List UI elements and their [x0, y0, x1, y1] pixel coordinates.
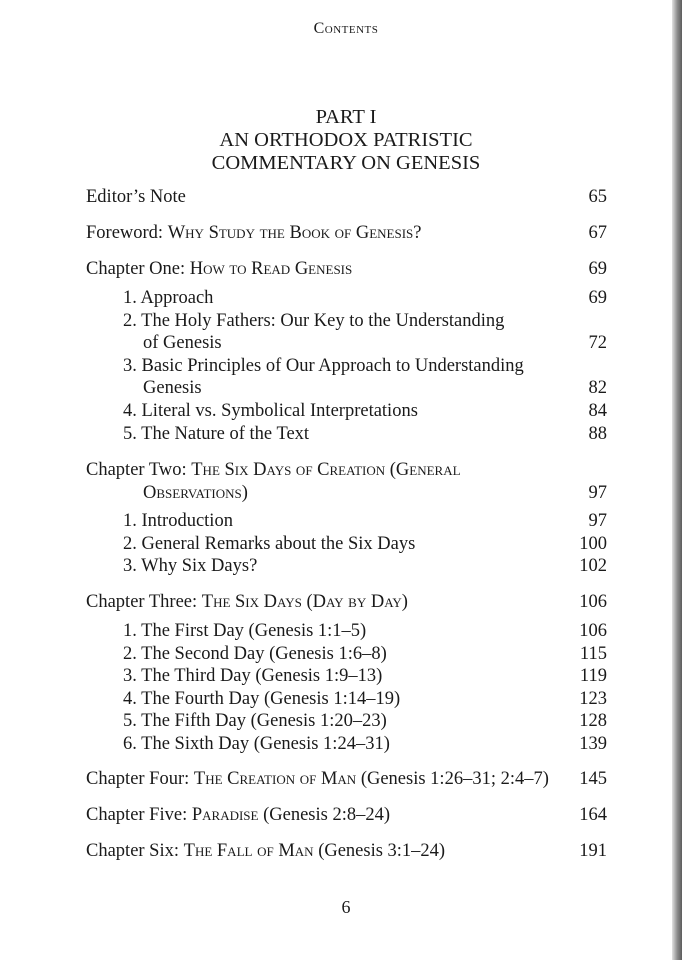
toc-subentry-page: 139 — [579, 734, 607, 754]
toc-entry-page: 191 — [579, 841, 607, 861]
toc-entry-smallcaps-title: Why Study the Book of Genesis? — [167, 223, 422, 243]
toc-entry-page: 164 — [579, 805, 607, 825]
toc-subentry-title: 5. The Fifth Day (Genesis 1:20–23) — [123, 711, 387, 731]
toc-subentry-title: 5. The Nature of the Text — [123, 424, 310, 444]
toc-subentry-page: 72 — [588, 333, 607, 353]
part-heading-line1: PART I — [315, 106, 377, 128]
toc-entry-prefix: Chapter Six: — [86, 841, 184, 861]
toc-subentry-title: 3. Basic Principles of Our Approach to Understanding — [123, 356, 524, 376]
toc-subentry-page: 82 — [588, 378, 607, 398]
toc-entry-page: 145 — [579, 769, 607, 789]
toc-entry-title — [86, 804, 390, 826]
toc-subentry-title: 2. The Holy Fathers: Our Key to the Understanding — [123, 311, 505, 331]
toc-subentry-title: 2. The Second Day (Genesis 1:6–8) — [123, 644, 387, 664]
toc-entry-page: 67 — [588, 223, 607, 243]
toc-entry-page: 106 — [579, 592, 607, 612]
toc-subentry-title-cont: of Genesis — [143, 333, 222, 353]
toc-subentry-title: 4. The Fourth Day (Genesis 1:14–19) — [123, 689, 401, 709]
toc-entry-title — [86, 768, 549, 790]
toc-entry-title — [86, 258, 352, 280]
toc-subentry-page: 119 — [579, 666, 607, 686]
toc-entry-title — [86, 459, 461, 481]
toc-subentry-page: 106 — [579, 621, 607, 641]
part-heading-line3: COMMENTARY ON GENESIS — [211, 152, 481, 174]
toc-entry-page: 69 — [588, 259, 607, 279]
toc-entry-smallcaps-title: Paradise — [191, 805, 259, 825]
toc-subentry-title: 4. Literal vs. Symbolical Interpretations — [123, 401, 418, 421]
toc-entry-title-cont: Observations) — [143, 483, 248, 503]
toc-entry-prefix: Chapter Four: — [86, 769, 194, 789]
toc-entry-title — [86, 840, 445, 862]
toc-entry-title: Editor’s Note — [86, 187, 186, 207]
toc-subentry-page: 100 — [579, 534, 607, 554]
toc-subentry-page: 115 — [579, 644, 607, 664]
toc-subentry-page: 69 — [588, 288, 607, 308]
toc-subentry-title-cont: Genesis — [143, 378, 202, 398]
toc-subentry-title: 6. The Sixth Day (Genesis 1:24–31) — [123, 734, 390, 754]
toc-entry-title — [86, 591, 408, 613]
toc-subentry-page: 84 — [588, 401, 607, 421]
toc-entry-suffix: (Genesis 1:26–31; 2:4–7) — [356, 769, 549, 789]
toc-entry-smallcaps-title: How to Read Genesis — [189, 259, 353, 279]
toc-entry-prefix: Chapter One: — [86, 259, 190, 279]
toc-subentry-page: 123 — [579, 689, 607, 709]
toc-subentry-title: 1. Introduction — [123, 511, 233, 531]
toc-entry-prefix: Chapter Three: — [86, 592, 202, 612]
part-heading-line2: AN ORTHODOX PATRISTIC — [219, 129, 473, 151]
toc-entry-suffix: (Genesis 2:8–24) — [258, 805, 391, 825]
toc-subentry-title: 2. General Remarks about the Six Days — [123, 534, 416, 554]
toc-entry-title — [86, 222, 421, 244]
toc-subentry-page: 128 — [579, 711, 607, 731]
toc-subentry-title: 1. Approach — [123, 288, 214, 308]
running-header: Contents — [313, 20, 379, 37]
toc-entry-suffix: (Genesis 3:1–24) — [313, 841, 446, 861]
toc-entry-prefix: Chapter Five: — [86, 805, 192, 825]
toc-subentry-page: 88 — [588, 424, 607, 444]
toc-entry-prefix: Foreword: — [86, 223, 168, 243]
toc-subentry-title: 3. The Third Day (Genesis 1:9–13) — [123, 666, 383, 686]
toc-entry-prefix: Chapter Two: — [86, 460, 192, 480]
toc-entry-smallcaps-title: The Six Days of Creation (General — [191, 460, 461, 480]
page-number: 6 — [341, 897, 351, 917]
toc-entry-page: 65 — [588, 187, 607, 207]
toc-subentry-title: 1. The First Day (Genesis 1:1–5) — [123, 621, 367, 641]
toc-entry-page: 97 — [588, 483, 607, 503]
part-heading — [0, 106, 682, 175]
toc-entry-smallcaps-title: The Creation of Man — [193, 769, 357, 789]
toc-subentry-page: 102 — [579, 556, 607, 576]
toc-entry-smallcaps-title: The Six Days (Day by Day) — [201, 592, 408, 612]
toc-subentry-page: 97 — [588, 511, 607, 531]
toc-entry-smallcaps-title: The Fall of Man — [183, 841, 314, 861]
toc-subentry-title: 3. Why Six Days? — [123, 556, 258, 576]
